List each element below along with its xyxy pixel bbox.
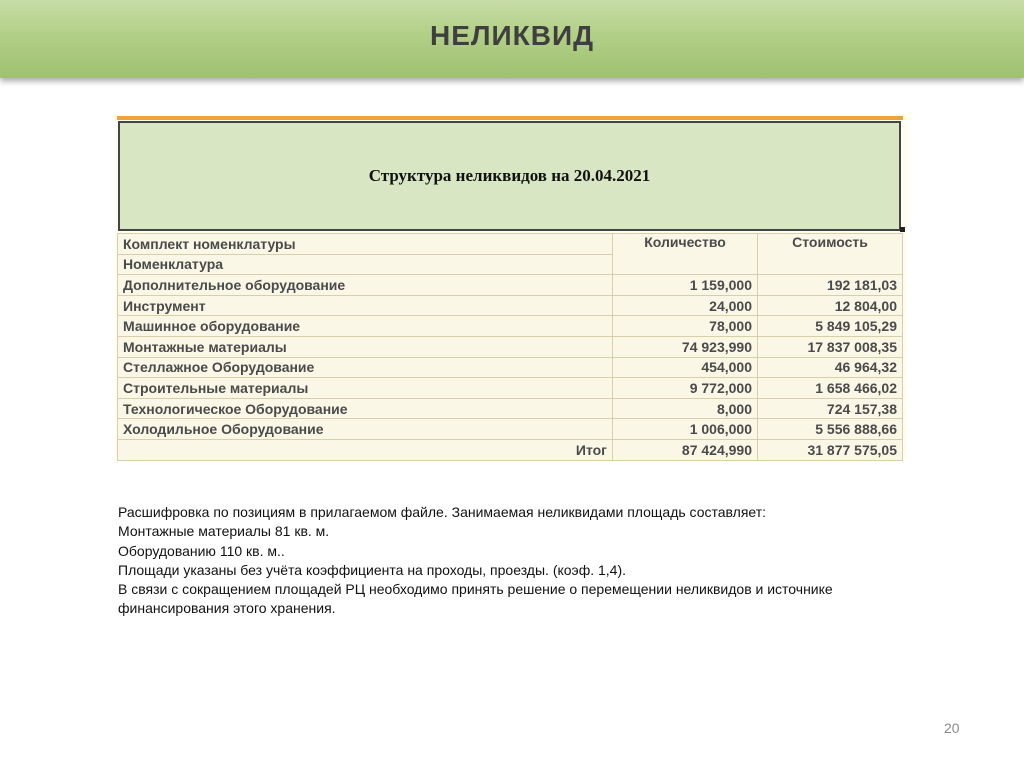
row-cost: 5 849 105,29 xyxy=(758,316,903,337)
table-row xyxy=(118,419,903,440)
table-row xyxy=(118,357,903,378)
table-row xyxy=(118,398,903,419)
row-qty: 9 772,000 xyxy=(613,378,758,399)
total-qty: 87 424,990 xyxy=(613,439,758,460)
row-name: Холодильное Оборудование xyxy=(118,419,613,440)
row-name: Стеллажное Оборудование xyxy=(118,357,613,378)
row-name: Машинное оборудование xyxy=(118,316,613,337)
notes-block xyxy=(118,503,938,619)
spreadsheet-screenshot xyxy=(115,114,907,460)
row-cost: 17 837 008,35 xyxy=(758,336,903,357)
note-line: Расшифровка по позициям в прилагаемом файле. Занимаемая неликвидами площадь составляет: xyxy=(118,504,767,520)
row-name: Монтажные материалы xyxy=(118,336,613,357)
row-qty: 24,000 xyxy=(613,295,758,316)
illiquid-table xyxy=(117,233,903,461)
note-line: Площади указаны без учёта коэффициента на проходы, проезды. (коэф. 1,4). xyxy=(118,561,626,578)
table-row xyxy=(118,295,903,316)
row-name: Дополнительное оборудование xyxy=(118,275,613,296)
table-row xyxy=(118,336,903,357)
row-name: Технологическое Оборудование xyxy=(118,398,613,419)
note-line: Монтажные материалы 81 кв. м. xyxy=(118,523,330,540)
row-qty: 1 159,000 xyxy=(613,275,758,296)
column-header-strip xyxy=(117,116,903,120)
total-cost: 31 877 575,05 xyxy=(758,439,903,460)
row-qty: 78,000 xyxy=(613,316,758,337)
row-qty: 454,000 xyxy=(613,357,758,378)
total-label: Итог xyxy=(118,439,613,460)
row-qty: 1 006,000 xyxy=(613,419,758,440)
row-qty: 74 923,990 xyxy=(613,336,758,357)
header-cost: Стоимость xyxy=(758,234,903,275)
table-row xyxy=(118,378,903,399)
header-qty: Количество xyxy=(613,234,758,275)
note-line: Оборудованию 110 кв. м.. xyxy=(118,542,285,559)
slide-header xyxy=(0,0,1024,78)
row-cost: 724 157,38 xyxy=(758,398,903,419)
table-row xyxy=(118,275,903,296)
sheet-title-cell xyxy=(118,121,901,231)
row-cost: 5 556 888,66 xyxy=(758,419,903,440)
fill-handle xyxy=(900,227,905,232)
table-total-row xyxy=(118,439,903,460)
row-cost: 192 181,03 xyxy=(758,275,903,296)
note-line: В связи с сокращением площадей РЦ необходимо принять решение о перемещении неликвидов и источнике xyxy=(118,581,833,598)
header-item: Номенклатура xyxy=(118,254,613,275)
row-cost: 12 804,00 xyxy=(758,295,903,316)
sheet-title: Структура неликвидов на 20.04.2021 xyxy=(368,166,651,185)
row-qty: 8,000 xyxy=(613,398,758,419)
row-cost: 1 658 466,02 xyxy=(758,378,903,399)
row-name: Инструмент xyxy=(118,295,613,316)
row-cost: 46 964,32 xyxy=(758,357,903,378)
table-header-row xyxy=(118,234,903,255)
table-row xyxy=(118,316,903,337)
row-name: Строительные материалы xyxy=(118,378,613,399)
slide-title: НЕЛИКВИД xyxy=(429,20,595,51)
header-group: Комплект номенклатуры xyxy=(118,234,613,255)
page-number: 20 xyxy=(944,720,960,736)
note-line: финансирования этого хранения. xyxy=(118,600,336,617)
